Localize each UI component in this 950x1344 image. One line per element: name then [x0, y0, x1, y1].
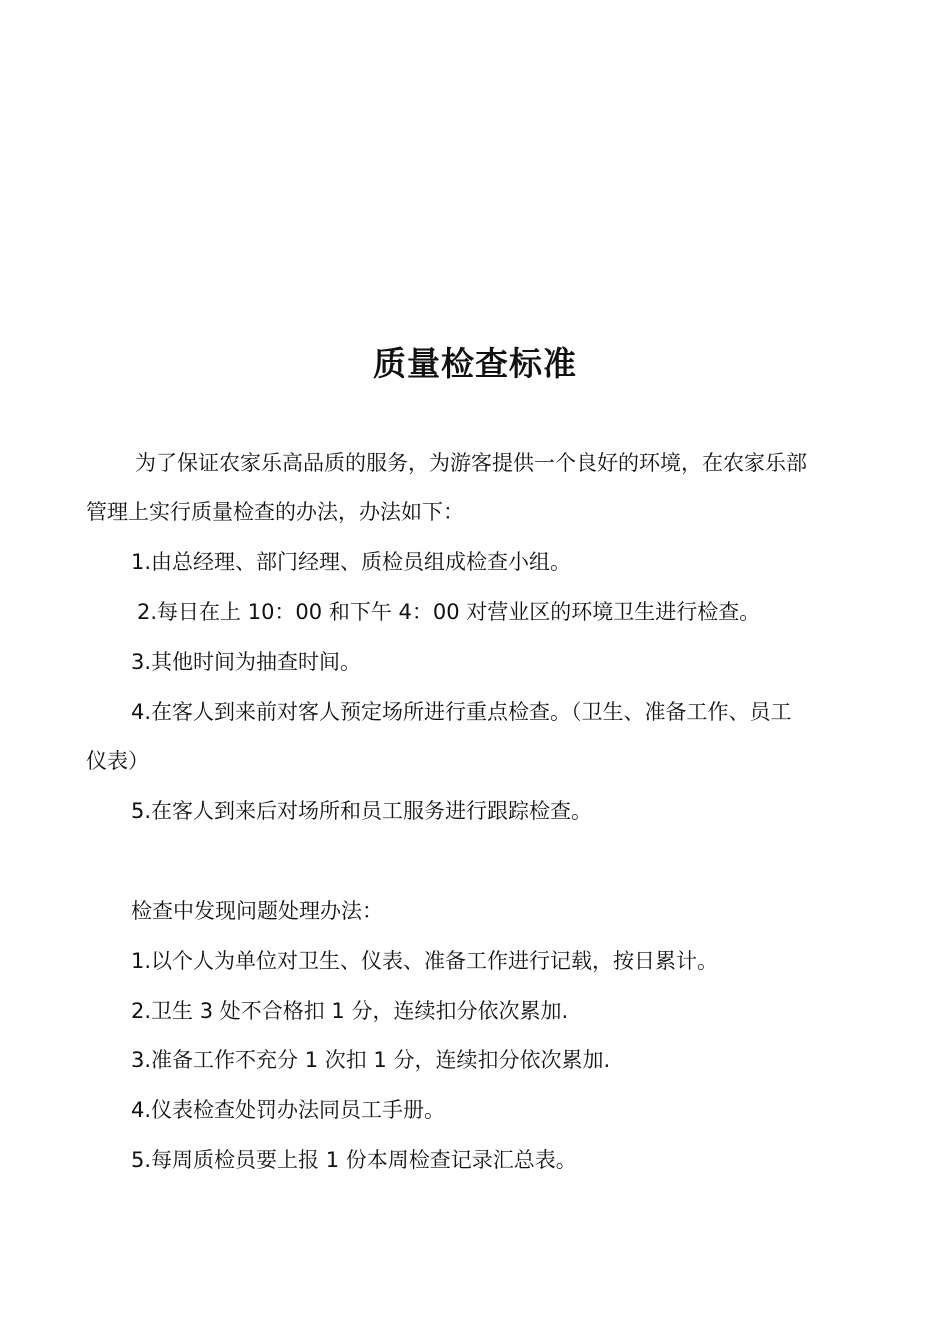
rule-4-continued: 仪表） — [86, 749, 149, 773]
problem-heading: 检查中发现问题处理办法： — [131, 899, 383, 923]
rule-4: 4.在客人到来前对客人预定场所进行重点检查。（卫生、准备工作、员工 — [131, 700, 792, 724]
problem-rule-5: 5.每周质检员要上报 1 份本周检查记录汇总表。 — [131, 1148, 577, 1172]
problem-rule-4: 4.仪表检查处罚办法同员工手册。 — [131, 1098, 446, 1122]
rule-1: 1.由总经理、部门经理、质检员组成检查小组。 — [131, 550, 572, 574]
problem-rule-1: 1.以个人为单位对卫生、仪表、准备工作进行记载，按日累计。 — [131, 949, 719, 973]
rule-5: 5.在客人到来后对场所和员工服务进行跟踪检查。 — [131, 799, 593, 823]
intro-line-2: 管理上实行质量检查的办法，办法如下： — [86, 500, 464, 524]
intro-line-1: 为了保证农家乐高品质的服务，为游客提供一个良好的环境，在农家乐部 — [135, 451, 807, 475]
rule-3: 3.其他时间为抽查时间。 — [131, 650, 362, 674]
problem-rule-2: 2.卫生 3 处不合格扣 1 分，连续扣分依次累加. — [131, 999, 569, 1023]
page-title: 质量检查标准 — [373, 344, 577, 383]
problem-rule-3: 3.准备工作不充分 1 次扣 1 分，连续扣分依次累加. — [131, 1048, 611, 1072]
rule-2: 2.每日在上 10：00 和下午 4：00 对营业区的环境卫生进行检查。 — [137, 600, 761, 624]
